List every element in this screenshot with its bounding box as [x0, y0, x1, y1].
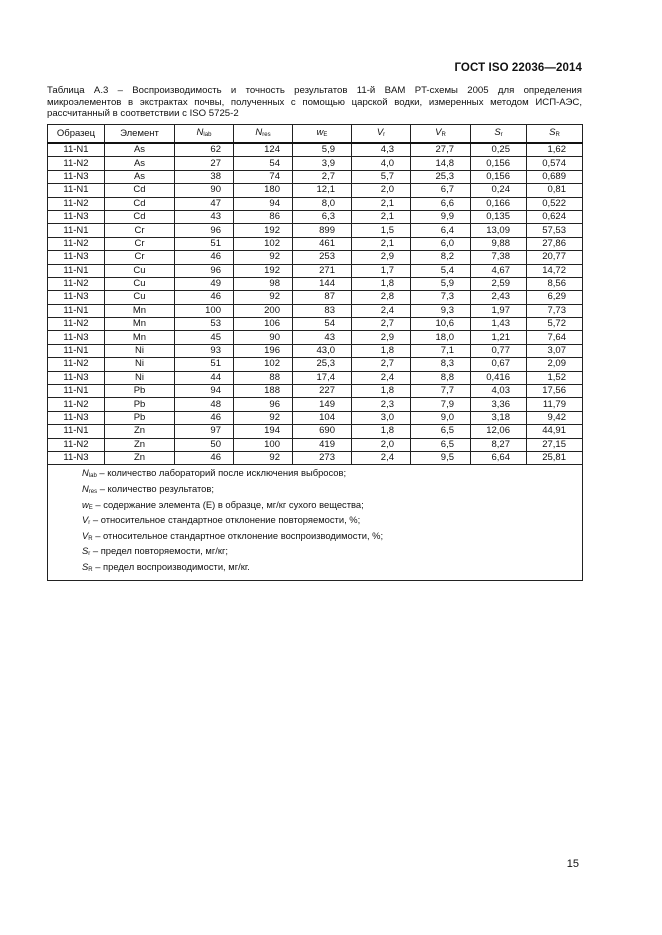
- table-cell: 11-N2: [48, 438, 105, 451]
- table-row: [48, 264, 583, 277]
- table-row: [48, 197, 583, 210]
- table-cell: 1,5: [352, 224, 411, 237]
- table-cell: 11-N3: [48, 411, 105, 424]
- table-cell: 273: [293, 451, 352, 464]
- table-cell: 2,59: [471, 277, 527, 290]
- table-cell: 94: [175, 385, 234, 398]
- table-cell: 17,56: [527, 385, 583, 398]
- table-cell: 100: [175, 304, 234, 317]
- table-cell: 1,8: [352, 385, 411, 398]
- table-cell: 2,3: [352, 398, 411, 411]
- table-cell: 11-N3: [48, 170, 105, 183]
- table-cell: 92: [234, 291, 293, 304]
- table-cell: 48: [175, 398, 234, 411]
- table-cell: 3,18: [471, 411, 527, 424]
- table-cell: Ni: [105, 358, 175, 371]
- table-cell: 2,4: [352, 451, 411, 464]
- table-cell: 6,7: [411, 184, 471, 197]
- column-header: $V_r$: [352, 125, 411, 144]
- table-cell: 7,38: [471, 251, 527, 264]
- table-cell: Zn: [105, 425, 175, 438]
- table-cell: As: [105, 157, 175, 170]
- table-cell: 93: [175, 344, 234, 357]
- table-cell: 7,7: [411, 385, 471, 398]
- table-cell: Zn: [105, 438, 175, 451]
- table-cell: 2,0: [352, 184, 411, 197]
- table-cell: 102: [234, 358, 293, 371]
- table-row: [48, 251, 583, 264]
- table-cell: 12,06: [471, 425, 527, 438]
- table-cell: 27: [175, 157, 234, 170]
- table-cell: 11,79: [527, 398, 583, 411]
- table-cell: 86: [234, 210, 293, 223]
- table-cell: 25,81: [527, 451, 583, 464]
- table-cell: 4,67: [471, 264, 527, 277]
- table-cell: 90: [175, 184, 234, 197]
- table-cell: 96: [175, 224, 234, 237]
- table-cell: 11-N2: [48, 237, 105, 250]
- table-cell: 7,9: [411, 398, 471, 411]
- table-cell: 6,5: [411, 438, 471, 451]
- caption-line: Таблица А.3 – Воспроизводимость и точность результатов 11-й BAM PT-схемы 2005 для определения: [47, 85, 582, 96]
- table-cell: Cu: [105, 277, 175, 290]
- table-cell: 10,6: [411, 318, 471, 331]
- table-cell: 11-N3: [48, 210, 105, 223]
- table-cell: 18,0: [411, 331, 471, 344]
- table-cell: 51: [175, 358, 234, 371]
- table-cell: 7,73: [527, 304, 583, 317]
- table-cell: 9,88: [471, 237, 527, 250]
- table-cell: 461: [293, 237, 352, 250]
- table-cell: 11-N2: [48, 197, 105, 210]
- table-cell: 188: [234, 385, 293, 398]
- note-line: $S_r$ – предел повторяемости, мг/кг;: [82, 545, 228, 558]
- note-line: $S_R$ – предел воспроизводимости, мг/кг.: [82, 560, 250, 573]
- table-cell: 38: [175, 170, 234, 183]
- column-header: $S_R$: [527, 125, 583, 144]
- table-cell: 1,8: [352, 344, 411, 357]
- table-row: [48, 143, 583, 157]
- table-row: [48, 304, 583, 317]
- table-cell: Cr: [105, 224, 175, 237]
- table-cell: 92: [234, 451, 293, 464]
- table-cell: 98: [234, 277, 293, 290]
- table-cell: 1,7: [352, 264, 411, 277]
- table-cell: 227: [293, 385, 352, 398]
- table-row: [48, 291, 583, 304]
- table-cell: 46: [175, 251, 234, 264]
- table-cell: 83: [293, 304, 352, 317]
- table-cell: 0,81: [527, 184, 583, 197]
- table-cell: 690: [293, 425, 352, 438]
- table-cell: 6,0: [411, 237, 471, 250]
- table-cell: 53: [175, 318, 234, 331]
- table-row: [48, 224, 583, 237]
- table-cell: 3,0: [352, 411, 411, 424]
- table-cell: 11-N1: [48, 344, 105, 357]
- table-cell: As: [105, 143, 175, 157]
- table-cell: 13,09: [471, 224, 527, 237]
- table-cell: Cu: [105, 291, 175, 304]
- table-cell: 0,25: [471, 143, 527, 157]
- column-header: $N_{res}$: [234, 125, 293, 144]
- column-header: $w_E$: [293, 125, 352, 144]
- table-cell: 4,03: [471, 385, 527, 398]
- table-cell: 88: [234, 371, 293, 384]
- table-cell: 45: [175, 331, 234, 344]
- table-cell: Cd: [105, 210, 175, 223]
- table-cell: 192: [234, 264, 293, 277]
- table-cell: 54: [293, 318, 352, 331]
- table-cell: 253: [293, 251, 352, 264]
- table-cell: 2,7: [352, 358, 411, 371]
- table-cell: 96: [234, 398, 293, 411]
- table-cell: 11-N1: [48, 304, 105, 317]
- table-cell: 2,1: [352, 237, 411, 250]
- table-cell: 149: [293, 398, 352, 411]
- table-cell: 11-N3: [48, 291, 105, 304]
- table-cell: 92: [234, 411, 293, 424]
- table-cell: 0,77: [471, 344, 527, 357]
- table-cell: 97: [175, 425, 234, 438]
- table-cell: 46: [175, 291, 234, 304]
- table-cell: Pb: [105, 398, 175, 411]
- table-row: [48, 318, 583, 331]
- table-cell: 2,43: [471, 291, 527, 304]
- table-cell: 12,1: [293, 184, 352, 197]
- table-cell: 7,64: [527, 331, 583, 344]
- table-cell: 5,72: [527, 318, 583, 331]
- table-row: [48, 358, 583, 371]
- table-cell: 7,3: [411, 291, 471, 304]
- table-row: [48, 398, 583, 411]
- table-row: [48, 170, 583, 183]
- table-cell: 96: [175, 264, 234, 277]
- table-cell: 43: [293, 331, 352, 344]
- table-cell: Cd: [105, 184, 175, 197]
- note-line: $V_R$ – относительное стандартное отклонение воспроизводимости, %;: [82, 529, 384, 542]
- table-cell: 17,4: [293, 371, 352, 384]
- column-header: Образец: [48, 125, 105, 144]
- table-cell: 0,166: [471, 197, 527, 210]
- table-cell: 44,91: [527, 425, 583, 438]
- note-line: $N_{lab}$ – количество лабораторий после исключения выбросов;: [82, 467, 347, 480]
- table-cell: 74: [234, 170, 293, 183]
- table-cell: 2,09: [527, 358, 583, 371]
- table-cell: 2,9: [352, 251, 411, 264]
- table-cell: 0,135: [471, 210, 527, 223]
- table-cell: 0,156: [471, 170, 527, 183]
- table-cell: 11-N2: [48, 277, 105, 290]
- table-cell: Mn: [105, 318, 175, 331]
- column-header: $N_{lab}$: [175, 125, 234, 144]
- table-cell: 106: [234, 318, 293, 331]
- table-row: [48, 385, 583, 398]
- table-cell: Mn: [105, 304, 175, 317]
- table-cell: 11-N2: [48, 318, 105, 331]
- table-cell: 6,4: [411, 224, 471, 237]
- table-cell: 11-N1: [48, 184, 105, 197]
- note-line: $w_E$ – содержание элемента (Е) в образце, мг/кг сухого вещества;: [82, 498, 364, 511]
- table-cell: 2,1: [352, 210, 411, 223]
- table-cell: Cr: [105, 251, 175, 264]
- table-cell: 9,0: [411, 411, 471, 424]
- note-line: $V_r$ – относительное стандартное отклонение повторяемости, %;: [82, 514, 361, 527]
- table-cell: 62: [175, 143, 234, 157]
- table-cell: 180: [234, 184, 293, 197]
- table-cell: 27,86: [527, 237, 583, 250]
- column-header: $S_r$: [471, 125, 527, 144]
- table-cell: 104: [293, 411, 352, 424]
- data-table: [47, 124, 583, 581]
- table-cell: 11-N1: [48, 143, 105, 157]
- table-cell: 1,8: [352, 425, 411, 438]
- table-row: [48, 371, 583, 384]
- table-cell: 6,6: [411, 197, 471, 210]
- table-cell: 8,8: [411, 371, 471, 384]
- table-cell: 194: [234, 425, 293, 438]
- table-row: [48, 438, 583, 451]
- table-wrapper: [47, 124, 582, 581]
- table-cell: 11-N3: [48, 251, 105, 264]
- table-cell: 11-N1: [48, 224, 105, 237]
- table-caption: [47, 85, 582, 120]
- table-cell: 47: [175, 197, 234, 210]
- table-cell: 1,21: [471, 331, 527, 344]
- table-cell: 8,27: [471, 438, 527, 451]
- table-cell: 49: [175, 277, 234, 290]
- table-cell: As: [105, 170, 175, 183]
- table-cell: 8,3: [411, 358, 471, 371]
- page-number: 15: [566, 858, 579, 870]
- table-row: [48, 210, 583, 223]
- table-row: [48, 237, 583, 250]
- table-cell: 2,9: [352, 331, 411, 344]
- table-cell: 87: [293, 291, 352, 304]
- table-cell: 899: [293, 224, 352, 237]
- table-cell: 11-N2: [48, 398, 105, 411]
- table-cell: Pb: [105, 385, 175, 398]
- table-cell: Ni: [105, 344, 175, 357]
- table-cell: 8,56: [527, 277, 583, 290]
- table-cell: 196: [234, 344, 293, 357]
- notes-row: [48, 465, 583, 580]
- table-row: [48, 425, 583, 438]
- table-cell: 200: [234, 304, 293, 317]
- table-cell: 9,3: [411, 304, 471, 317]
- table-cell: 94: [234, 197, 293, 210]
- table-cell: 92: [234, 251, 293, 264]
- table-cell: Cd: [105, 197, 175, 210]
- table-cell: 25,3: [293, 358, 352, 371]
- table-cell: 2,4: [352, 304, 411, 317]
- table-cell: 44: [175, 371, 234, 384]
- table-cell: 2,1: [352, 197, 411, 210]
- table-cell: 3,36: [471, 398, 527, 411]
- table-row: [48, 411, 583, 424]
- table-cell: 43: [175, 210, 234, 223]
- table-cell: 0,689: [527, 170, 583, 183]
- table-cell: 6,5: [411, 425, 471, 438]
- table-cell: 1,8: [352, 277, 411, 290]
- table-cell: Mn: [105, 331, 175, 344]
- table-cell: 57,53: [527, 224, 583, 237]
- table-cell: 6,29: [527, 291, 583, 304]
- table-cell: 2,8: [352, 291, 411, 304]
- table-row: [48, 157, 583, 170]
- table-row: [48, 331, 583, 344]
- table-cell: 9,9: [411, 210, 471, 223]
- table-header-row: [48, 125, 583, 144]
- table-cell: 2,7: [293, 170, 352, 183]
- table-cell: 1,62: [527, 143, 583, 157]
- table-cell: 27,7: [411, 143, 471, 157]
- table-cell: 0,156: [471, 157, 527, 170]
- table-cell: 11-N3: [48, 371, 105, 384]
- table-cell: 9,5: [411, 451, 471, 464]
- table-cell: 5,9: [293, 143, 352, 157]
- table-cell: 11-N1: [48, 425, 105, 438]
- caption-line: микроэлементов в экстрактах почвы, полученных с помощью царской водки, измеренных методом ИСП-АЭС,: [47, 96, 582, 108]
- table-cell: 0,522: [527, 197, 583, 210]
- table-cell: 20,77: [527, 251, 583, 264]
- table-cell: 6,64: [471, 451, 527, 464]
- table-cell: 5,9: [411, 277, 471, 290]
- table-row: [48, 184, 583, 197]
- table-cell: 4,0: [352, 157, 411, 170]
- table-cell: 1,52: [527, 371, 583, 384]
- column-header: Элемент: [105, 125, 175, 144]
- standard-code: ГОСТ ISO 22036—2014: [454, 62, 582, 74]
- table-cell: 2,4: [352, 371, 411, 384]
- table-cell: 8,0: [293, 197, 352, 210]
- table-cell: 1,43: [471, 318, 527, 331]
- table-cell: 11-N2: [48, 358, 105, 371]
- table-cell: 50: [175, 438, 234, 451]
- table-row: [48, 344, 583, 357]
- table-cell: 46: [175, 451, 234, 464]
- table-cell: 5,4: [411, 264, 471, 277]
- table-cell: 11-N3: [48, 331, 105, 344]
- table-cell: 0,624: [527, 210, 583, 223]
- table-cell: Cr: [105, 237, 175, 250]
- table-cell: 2,7: [352, 318, 411, 331]
- table-cell: 419: [293, 438, 352, 451]
- table-cell: 0,416: [471, 371, 527, 384]
- table-cell: 3,07: [527, 344, 583, 357]
- table-cell: 27,15: [527, 438, 583, 451]
- table-cell: 192: [234, 224, 293, 237]
- table-cell: 51: [175, 237, 234, 250]
- table-cell: 9,42: [527, 411, 583, 424]
- table-cell: 54: [234, 157, 293, 170]
- table-cell: Pb: [105, 411, 175, 424]
- table-row: [48, 451, 583, 464]
- table-body: [48, 143, 583, 580]
- table-cell: 2,0: [352, 438, 411, 451]
- table-cell: 4,3: [352, 143, 411, 157]
- column-header: $V_R$: [411, 125, 471, 144]
- table-cell: 8,2: [411, 251, 471, 264]
- table-cell: 43,0: [293, 344, 352, 357]
- table-cell: 6,3: [293, 210, 352, 223]
- table-cell: Cu: [105, 264, 175, 277]
- table-cell: 271: [293, 264, 352, 277]
- table-cell: 7,1: [411, 344, 471, 357]
- note-line: $N_{res}$ – количество результатов;: [82, 482, 214, 495]
- table-cell: 46: [175, 411, 234, 424]
- table-cell: Zn: [105, 451, 175, 464]
- caption-line: рассчитанный в соответствии с ISO 5725-2: [47, 108, 239, 120]
- table-cell: 11-N1: [48, 264, 105, 277]
- table-cell: 144: [293, 277, 352, 290]
- table-cell: 0,574: [527, 157, 583, 170]
- table-cell: 25,3: [411, 170, 471, 183]
- table-cell: 102: [234, 237, 293, 250]
- table-cell: 100: [234, 438, 293, 451]
- table-cell: Ni: [105, 371, 175, 384]
- table-cell: 11-N1: [48, 385, 105, 398]
- table-cell: 5,7: [352, 170, 411, 183]
- table-cell: 90: [234, 331, 293, 344]
- table-cell: 14,72: [527, 264, 583, 277]
- table-cell: 14,8: [411, 157, 471, 170]
- table-cell: 0,24: [471, 184, 527, 197]
- table-cell: 124: [234, 143, 293, 157]
- table-cell: 0,67: [471, 358, 527, 371]
- table-cell: 11-N3: [48, 451, 105, 464]
- table-row: [48, 277, 583, 290]
- table-cell: 3,9: [293, 157, 352, 170]
- table-cell: 11-N2: [48, 157, 105, 170]
- table-cell: 1,97: [471, 304, 527, 317]
- table-notes: [48, 465, 583, 580]
